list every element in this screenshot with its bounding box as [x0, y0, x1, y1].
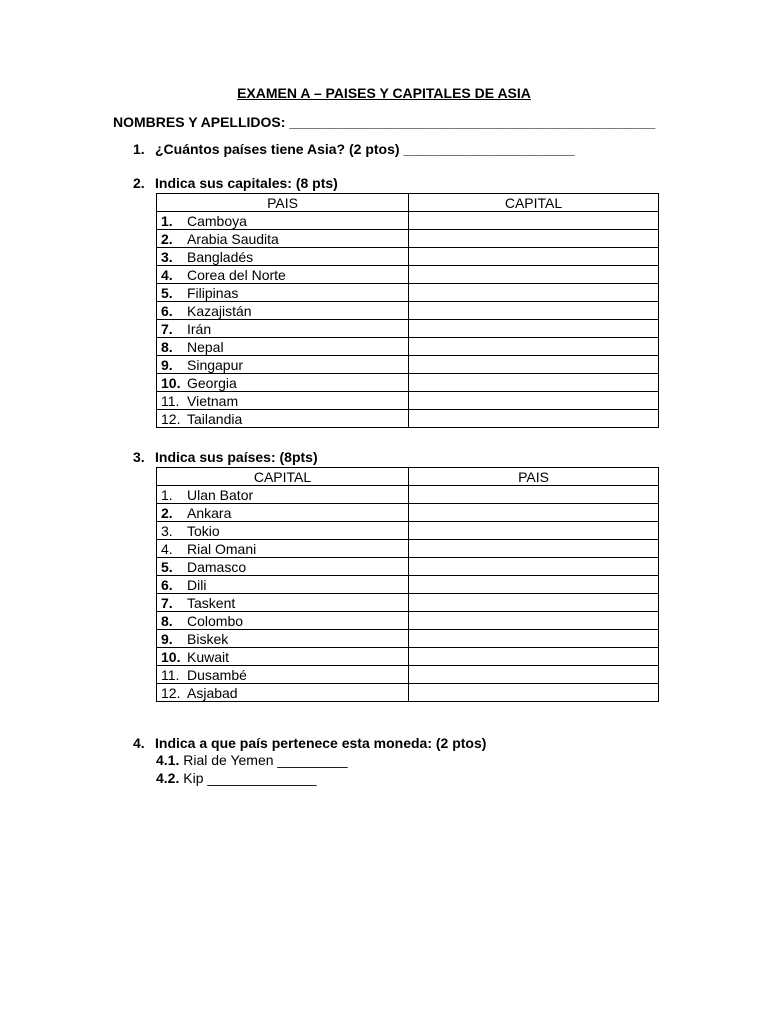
row-number: 9. — [161, 356, 173, 373]
table-row — [157, 684, 659, 702]
row-number: 3. — [161, 248, 173, 265]
row-label-cell — [157, 302, 409, 320]
item-number: 4.1. — [156, 752, 180, 768]
row-name: Biskek — [187, 630, 229, 647]
row-label-cell — [157, 504, 409, 522]
row-number: 11. — [161, 392, 180, 409]
column-header-pais: PAIS — [157, 194, 409, 212]
answer-cell[interactable] — [409, 230, 659, 248]
row-number: 1. — [161, 212, 173, 229]
row-number: 12. — [161, 684, 181, 701]
answer-cell[interactable] — [409, 522, 659, 540]
row-number: 6. — [161, 302, 173, 319]
table-row — [157, 648, 659, 666]
table-row — [157, 338, 659, 356]
answer-cell[interactable] — [409, 410, 659, 428]
row-name: Taskent — [187, 594, 236, 611]
capitals-table — [156, 193, 659, 428]
table-header-row — [157, 194, 659, 212]
row-name: Dili — [187, 576, 207, 593]
row-number: 2. — [161, 504, 173, 521]
name-field-label: NOMBRES Y APELLIDOS: _______________________________________________ — [113, 114, 656, 130]
table-row — [157, 230, 659, 248]
answer-cell[interactable] — [409, 374, 659, 392]
answer-cell[interactable] — [409, 630, 659, 648]
row-label-cell — [157, 558, 409, 576]
row-label-cell — [157, 630, 409, 648]
row-name: Corea del Norte — [187, 266, 286, 283]
question-1 — [133, 141, 575, 157]
row-label-cell — [157, 612, 409, 630]
row-name: Bangladés — [187, 248, 254, 265]
row-name: Kuwait — [187, 648, 230, 665]
row-name: Rial Omani — [187, 540, 257, 557]
row-name: Tokio — [187, 522, 220, 539]
row-number: 2. — [161, 230, 173, 247]
currency-item-2 — [156, 770, 316, 786]
question-text: ¿Cuántos países tiene Asia? (2 ptos) ______________________ — [155, 141, 575, 157]
table-row — [157, 576, 659, 594]
row-name: Vietnam — [187, 392, 239, 409]
question-text: Indica a que país pertenece esta moneda: (2 ptos) — [155, 735, 487, 751]
row-label-cell — [157, 648, 409, 666]
countries-table — [156, 467, 659, 702]
table-row — [157, 558, 659, 576]
table-row — [157, 504, 659, 522]
row-label-cell — [157, 284, 409, 302]
row-number: 5. — [161, 284, 173, 301]
row-label-cell — [157, 266, 409, 284]
row-name: Ankara — [187, 504, 232, 521]
answer-cell[interactable] — [409, 266, 659, 284]
row-number: 8. — [161, 612, 173, 629]
answer-cell[interactable] — [409, 248, 659, 266]
answer-cell[interactable] — [409, 212, 659, 230]
question-number: 3. — [133, 449, 145, 465]
table-row — [157, 410, 659, 428]
answer-cell[interactable] — [409, 392, 659, 410]
row-name: Asjabad — [187, 684, 238, 701]
table-row — [157, 320, 659, 338]
table-row — [157, 522, 659, 540]
table-row — [157, 212, 659, 230]
answer-cell[interactable] — [409, 612, 659, 630]
table-row — [157, 666, 659, 684]
row-label-cell — [157, 212, 409, 230]
table-row — [157, 594, 659, 612]
answer-cell[interactable] — [409, 338, 659, 356]
answer-cell[interactable] — [409, 284, 659, 302]
row-label-cell — [157, 356, 409, 374]
row-number: 10. — [161, 648, 181, 665]
row-name: Filipinas — [187, 284, 239, 301]
question-number: 4. — [133, 735, 145, 751]
answer-cell[interactable] — [409, 558, 659, 576]
question-number: 1. — [133, 141, 145, 157]
row-number: 7. — [161, 594, 173, 611]
question-2 — [133, 175, 338, 191]
row-number: 4. — [161, 266, 173, 283]
table-row — [157, 284, 659, 302]
answer-cell[interactable] — [409, 302, 659, 320]
question-text: Indica sus países: (8pts) — [155, 449, 318, 465]
row-name: Dusambé — [187, 666, 247, 683]
exam-title: EXAMEN A – PAISES Y CAPITALES DE ASIA — [237, 85, 531, 101]
question-3 — [133, 449, 318, 465]
row-number: 4. — [161, 540, 173, 557]
table-header-row — [157, 468, 659, 486]
row-name: Nepal — [187, 338, 224, 355]
column-header-capital: CAPITAL — [157, 468, 409, 486]
table-row — [157, 540, 659, 558]
row-name: Irán — [187, 320, 212, 337]
row-name: Singapur — [187, 356, 244, 373]
row-name: Kazajistán — [187, 302, 252, 319]
row-label-cell — [157, 338, 409, 356]
row-name: Colombo — [187, 612, 244, 629]
answer-cell[interactable] — [409, 486, 659, 504]
answer-cell[interactable] — [409, 504, 659, 522]
row-label-cell — [157, 392, 409, 410]
currency-item-1 — [156, 752, 348, 768]
row-label-cell — [157, 522, 409, 540]
row-name: Camboya — [187, 212, 247, 229]
answer-cell[interactable] — [409, 666, 659, 684]
question-text: Indica sus capitales: (8 pts) — [155, 175, 338, 191]
row-name: Tailandia — [187, 410, 243, 427]
row-name: Damasco — [187, 558, 247, 575]
row-label-cell — [157, 230, 409, 248]
table-row — [157, 374, 659, 392]
row-label-cell — [157, 248, 409, 266]
answer-cell[interactable] — [409, 648, 659, 666]
answer-cell[interactable] — [409, 540, 659, 558]
row-number: 3. — [161, 522, 173, 539]
row-number: 6. — [161, 576, 173, 593]
row-name: Georgia — [187, 374, 237, 391]
table-row — [157, 392, 659, 410]
table-row — [157, 630, 659, 648]
row-number: 5. — [161, 558, 173, 575]
row-name: Arabia Saudita — [187, 230, 279, 247]
table-row — [157, 266, 659, 284]
item-number: 4.2. — [156, 770, 180, 786]
row-number: 8. — [161, 338, 173, 355]
answer-cell[interactable] — [409, 594, 659, 612]
answer-cell[interactable] — [409, 576, 659, 594]
column-header-pais: PAIS — [409, 468, 659, 486]
row-label-cell — [157, 410, 409, 428]
question-number: 2. — [133, 175, 145, 191]
question-4 — [133, 735, 486, 751]
row-label-cell — [157, 540, 409, 558]
row-label-cell — [157, 666, 409, 684]
row-label-cell — [157, 684, 409, 702]
item-text: Rial de Yemen _________ — [183, 752, 348, 768]
item-text: Kip ______________ — [183, 770, 317, 786]
column-header-capital: CAPITAL — [409, 194, 659, 212]
answer-cell[interactable] — [409, 356, 659, 374]
row-number: 12. — [161, 410, 181, 427]
table-row — [157, 612, 659, 630]
row-label-cell — [157, 594, 409, 612]
table-row — [157, 248, 659, 266]
answer-cell[interactable] — [409, 684, 659, 702]
row-number: 10. — [161, 374, 181, 391]
row-label-cell — [157, 320, 409, 338]
answer-cell[interactable] — [409, 320, 659, 338]
table-row — [157, 356, 659, 374]
row-label-cell — [157, 576, 409, 594]
row-name: Ulan Bator — [187, 486, 254, 503]
row-label-cell — [157, 374, 409, 392]
row-number: 7. — [161, 320, 173, 337]
table-row — [157, 486, 659, 504]
row-number: 1. — [161, 486, 173, 503]
row-number: 9. — [161, 630, 173, 647]
table-row — [157, 302, 659, 320]
row-label-cell — [157, 486, 409, 504]
row-number: 11. — [161, 666, 180, 683]
